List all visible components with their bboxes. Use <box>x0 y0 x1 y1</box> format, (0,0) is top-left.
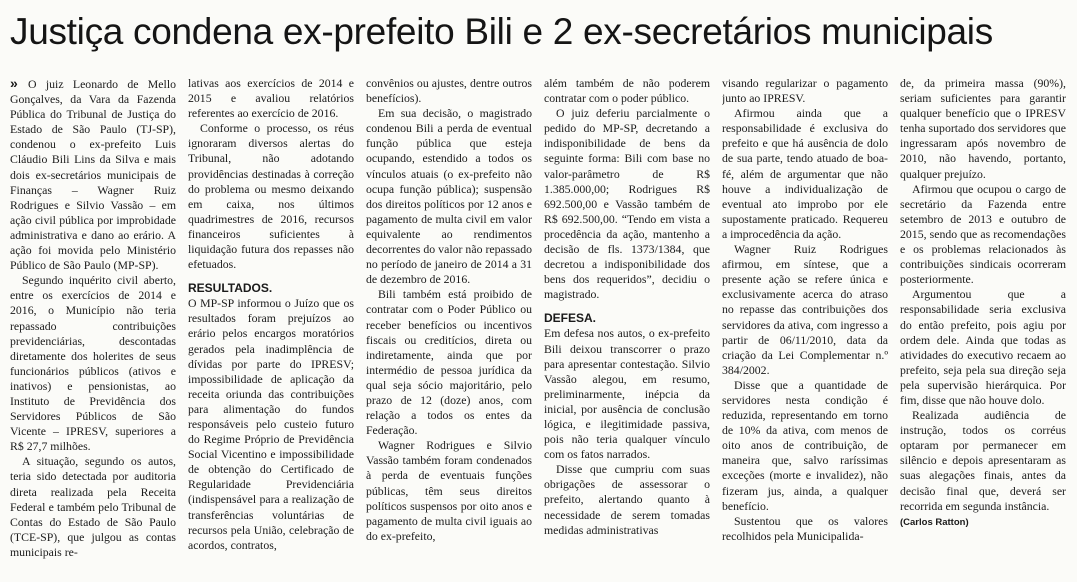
paragraph: Wagner Rodrigues e Silvio Vassão também foram condenados à perda de eventuais funções públicas, têm seus direitos políticos suspensos por oito anos e pagamento de multa civil iguais ao do ex-prefeito, <box>366 438 532 543</box>
paragraph: visando regularizar o pagamento junto ao IPRESV. <box>722 76 888 106</box>
paragraph: A situação, segundo os autos, teria sido detectada por auditoria direta realizada pela Receita Federal e também pelo Tribunal de Contas do Estado de São Paulo (TCE-SP), que julgou as contas municipais re- <box>10 454 176 559</box>
paragraph: de, da primeira massa (90%), seriam suficientes para garantir qualquer benefício que o IPRESV tenha suportado dos servidores que ingressaram após novembro de 2010, não havendo, portanto, qualquer prejuízo. <box>900 76 1066 181</box>
paragraph: Argumentou que a responsabilidade seria exclusiva do então prefeito, pois agiu por ordem dele. Ainda que todas as atividades do executivo recaem ao prefeito, seja pela sua direção seja pela supervisão hierárquica. Por fim, disse que não houve dolo. <box>900 287 1066 407</box>
headline: Justiça condena ex-prefeito Bili e 2 ex-secretários municipais <box>10 11 993 52</box>
section-heading: RESULTADOS. <box>188 281 273 296</box>
paragraph: O MP-SP informou o Juízo que os resultados foram prejuízos ao erário pelos encargos moratórios gerados pela inadimplência de dívidas por parte do IPRESV; impossibilidade de aplicação da receita oriunda das contribuições para alimentação do fundos responsáveis pelo custeio futuro do Regime Próprio de Previdência Social Vicentino e impossibilidade de obtenção do Certificado de Regularidade Previdenciária (indispensável para a realização de transferências voluntárias de recursos pela União, celebração de acordos, contratos, <box>188 296 354 552</box>
article-column-5 <box>722 76 888 582</box>
paragraph: convênios ou ajustes, dentre outros benefícios). <box>366 76 532 106</box>
paragraph: Conforme o processo, os réus ignoraram diversos alertas do Tribunal, não adotando providências destinadas à correção do problema ou mesmo deixando em caixa, nos últimos quadrimestres de 2016, recursos financeiros suficientes à liquidação futura dos repasses não efetuados. <box>188 121 354 272</box>
paragraph: » O juiz Leonardo de Mello Gonçalves, da Vara da Fazenda Pública do Tribunal de Justiça do Estado de São Paulo (TJ-SP), condenou o ex-prefeito Luis Cláudio Bili Lins da Silva e mais dois ex-secretários municipais de Finanças – Wagner Ruiz Rodrigues e Silvio Vassão – em ação civil pública por improbidade administrativa e dano ao erário. A ação foi movida pelo Ministério Público de São Paulo (MP-SP). <box>10 76 176 273</box>
paragraph: Afirmou ainda que a responsabilidade é exclusiva do prefeito e que há ausência de dolo de sua parte, tendo atuado de boa-fé, além de argumentar que não houve a individualização de eventual ato improbo por ele supostamente praticado. Requereu a improcedência da ação. <box>722 106 888 241</box>
paragraph: além também de não poderem contratar com o poder público. <box>544 76 710 106</box>
paragraph: O juiz deferiu parcialmente o pedido do MP-SP, decretando a indisponibilidade de bens da seguinte forma: Bili com base no valor-parâmetro de R$ 1.385.000,00; Rodrigues R$ 692.500,00 e Vassão também de R$ 692.500,00. “Tendo em vista a procedência da ação, mantenho a decisão de fls. 1373/1384, que decretou a indisponibilidade dos bens dos requeridos”, decidiu o magistrado. <box>544 106 710 302</box>
article-column-6 <box>900 76 1066 582</box>
paragraph: Sustentou que os valores recolhidos pela Municipalida- <box>722 513 888 543</box>
paragraph: Em defesa nos autos, o ex-prefeito Bili deixou transcorrer o prazo para apresentar contestação. Silvio Vassão alegou, em resumo, preliminarmente, inépcia da inicial, por ausência de conclusão lógica, e ilegitimidade passiva, pois não teria qualquer vínculo com os fatos narrados. <box>544 326 710 462</box>
paragraph: lativas aos exercícios de 2014 e 2015 e avaliou relatórios referentes ao exercício de 2016. <box>188 76 354 121</box>
article-column-4 <box>544 76 710 582</box>
lead-marker-icon: » <box>10 76 29 91</box>
paragraph: Afirmou que ocupou o cargo de secretário da Fazenda entre setembro de 2013 e outubro de 2015, sendo que as recomendações e os problemas relacionados às contribuições sindicais ocorreram posteriormente. <box>900 181 1066 287</box>
section-heading: DEFESA. <box>544 311 597 326</box>
paragraph: Disse que cumpriu com suas obrigações de assessorar o prefeito, alertando quanto à necessidade de serem tomadas medidas administrativas <box>544 462 710 537</box>
paragraph: Bili também está proibido de contratar com o Poder Público ou receber benefícios ou incentivos fiscais ou creditícios, direta ou indiretamente, ainda que por intermédio de pessoa jurídica da qual seja sócio majoritário, pelo prazo de 12 (doze) anos, com relação a todos os entes da Federação. <box>366 287 532 438</box>
author-credit: (Carlos Ratton) <box>900 516 969 528</box>
paragraph: Disse que a quantidade de servidores nesta condição é reduzida, representando em torno de 10% da ativa, com menos de oito anos de contribuição, de maneira que, salvo raríssimas exceções (morte e invalidez), não fizeram jus, ainda, a qualquer benefício. <box>722 377 888 513</box>
article-column-1 <box>10 76 176 582</box>
article-column-3 <box>366 76 532 582</box>
credit-line <box>900 514 1066 530</box>
paragraph: Realizada audiência de instrução, todos os corréus optaram por permanecer em silêncio e depois apresentaram as suas alegações finais, antes da decisão final que, deverá ser recorrida em segunda instância. <box>900 408 1066 513</box>
paragraph: Em sua decisão, o magistrado condenou Bili a perda de eventual função pública que esteja ocupando, estendido a todos os vínculos atuais (o ex-prefeito não ocupa função pública); suspensão dos direitos políticos por 12 anos e pagamento de multa civil em valor equivalente ao rendimentos decorrentes do valor não repassado no período de janeiro de 2014 a 31 de dezembro de 2016. <box>366 106 532 287</box>
paragraph: Segundo inquérito civil aberto, entre os exercícios de 2014 e 2016, o Município não teria repassado contribuições previdenciárias, descontadas diretamente dos holerites de seus funcionários públicos (ativos e inativos) e pensionistas, ao Instituto de Previdência dos Servidores Públicos de São Vicente – IPRESV, superiores a R$ 27,7 milhões. <box>10 273 176 454</box>
article-column-2 <box>188 76 354 582</box>
paragraph: Wagner Ruiz Rodrigues afirmou, em síntese, que a presente ação se refere única e exclusivamente acerca do atraso no repasse das contribuições dos servidores da ativa, com ingresso a partir de 06/11/2010, data da criação da Lei Complementar n.º 384/2002. <box>722 242 888 377</box>
